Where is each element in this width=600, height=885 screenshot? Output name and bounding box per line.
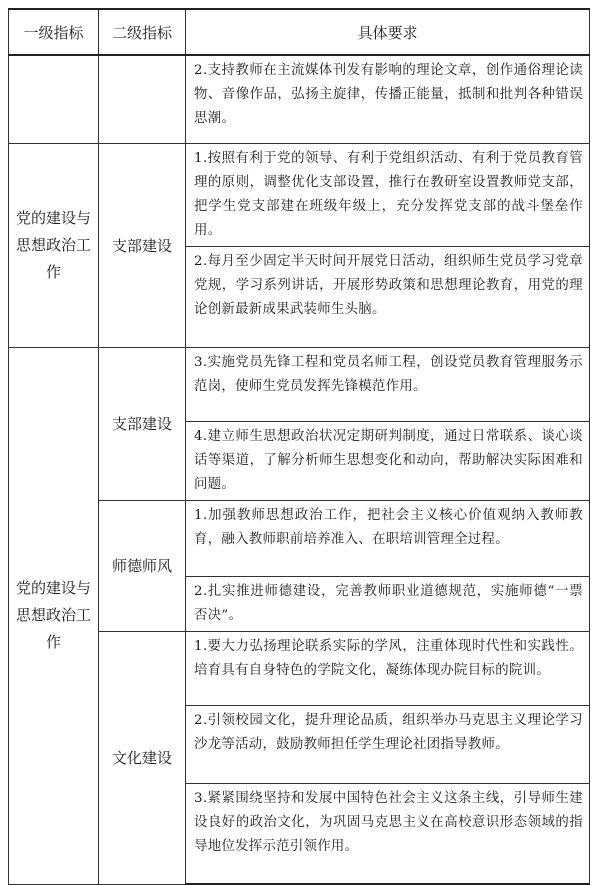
table-header-row [9,9,590,55]
level2-cell: 支部建设 [99,347,186,500]
table-row [9,55,590,143]
level2-cell: 支部建设 [99,143,186,347]
requirement-cell: 3.实施党员先锋工程和党员名师工程，创设党员教育管理服务示范岗，使师生党员发挥先锋模范作用。 [186,347,590,421]
header-level1: 一级指标 [9,9,99,55]
requirements-table [8,8,590,885]
requirement-cell: 2.每月至少固定半天时间开展党日活动，组织师生党员学习党章党规，学习系列讲话，开展形势政策和思想理论教育，用党的理论创新最新成果武装师生头脑。 [186,246,590,347]
level1-cell: 党的建设与思想政治工作 [9,347,99,884]
requirement-cell: 2.支持教师在主流媒体刊发有影响的理论文章，创作通俗理论读物、音像作品，弘扬主旋律，传播正能量，抵制和批判各种错误思潮。 [186,55,590,143]
requirement-cell: 1.加强教师思想政治工作，把社会主义核心价值观纳入教师教育，融入教师职前培养准入、在职培训管理全过程。 [186,500,590,576]
level2-cell-empty [99,55,186,143]
requirement-cell: 2.扎实推进师德建设，完善教师职业道德规范，实施师德“一票否决”。 [186,576,590,631]
requirement-cell: 2.引领校园文化，提升理论品质，组织举办马克思主义理论学习沙龙等活动，鼓励教师担任学生理论社团指导教师。 [186,705,590,783]
requirement-cell: 3.紧紧围绕坚持和发展中国特色社会主义这条主线，引导师生建设良好的政治文化，为巩固马克思主义在高校意识形态领域的指导地位发挥示范引领作用。 [186,783,590,884]
level1-cell-empty [9,55,99,143]
requirement-cell: 1.按照有利于党的领导、有利于党组织活动、有利于党员教育管理的原则，调整优化支部设置，推行在教研室设置教师党支部，把学生党支部建在班级年级上，充分发挥党支部的战斗堡垒作用。 [186,143,590,246]
table-row [9,347,590,421]
header-level2: 二级指标 [99,9,186,55]
requirement-cell: 4.建立师生思想政治状况定期研判制度，通过日常联系、谈心谈话等渠道，了解分析师生思想变化和动向，帮助解决实际困难和问题。 [186,421,590,500]
level2-cell: 师德师风 [99,500,186,631]
requirement-cell: 1.要大力弘扬理论联系实际的学风，注重体现时代性和实践性。培育具有自身特色的学院文化，凝练体现办院目标的院训。 [186,631,590,705]
level2-cell: 文化建设 [99,631,186,884]
table-row [9,143,590,246]
level1-cell: 党的建设与思想政治工作 [9,143,99,347]
header-requirements: 具体要求 [186,9,590,55]
